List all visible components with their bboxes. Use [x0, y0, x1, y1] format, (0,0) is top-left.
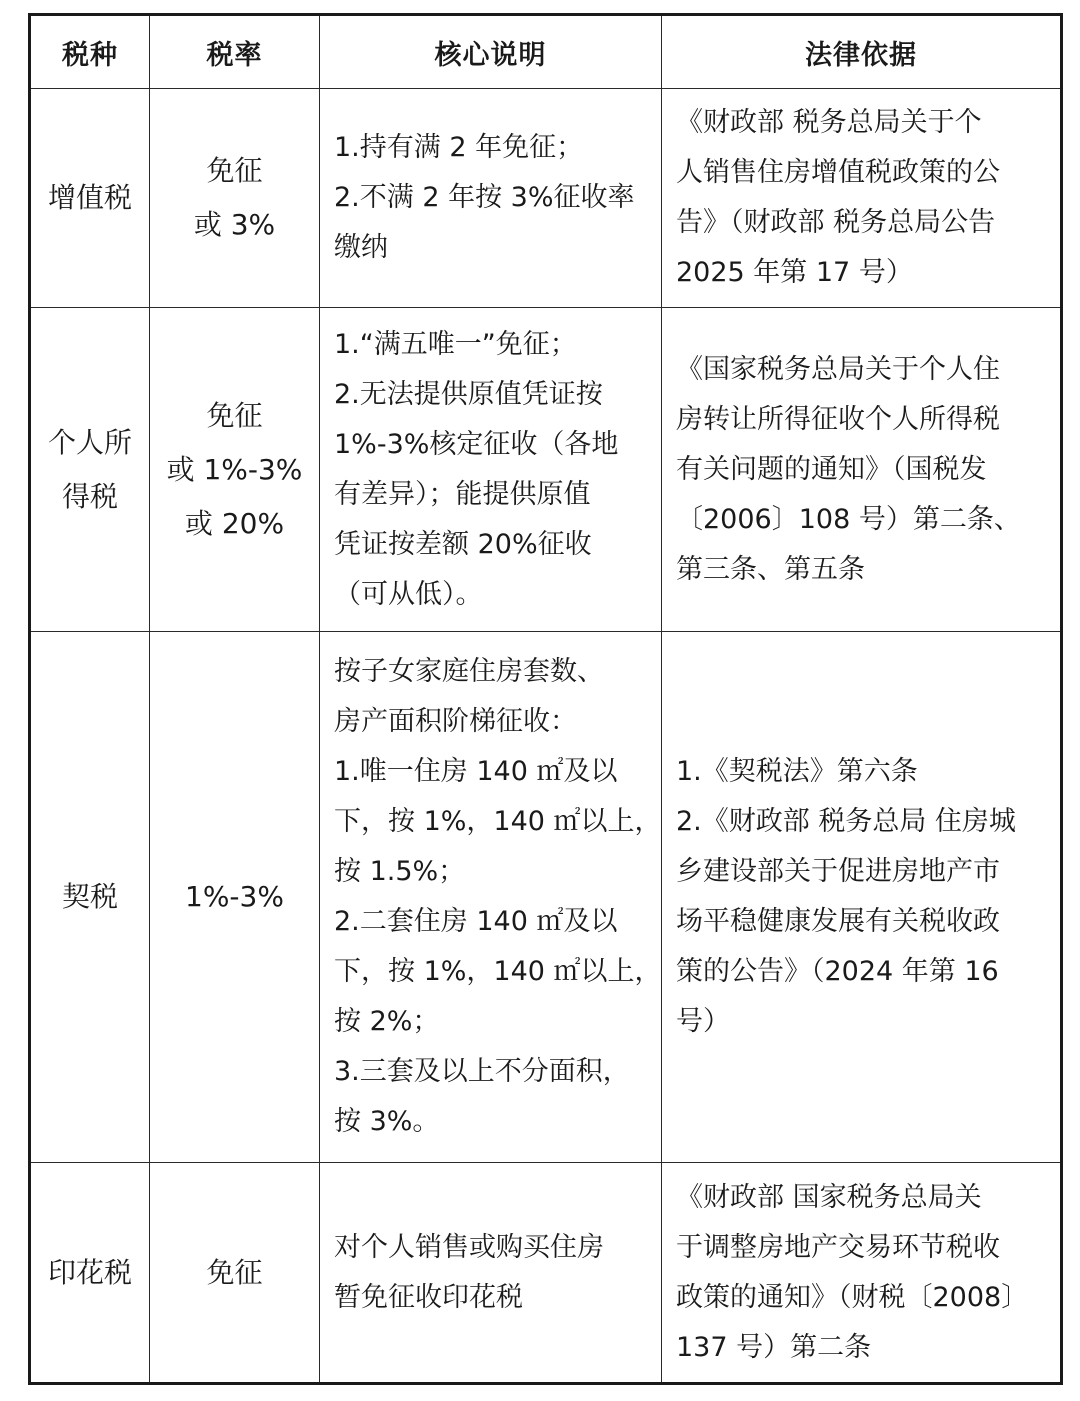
- description-line: 1.“满五唯一”免征；: [334, 328, 577, 360]
- header-description: 核心说明: [320, 15, 662, 89]
- rate-line: 免征: [206, 1255, 263, 1289]
- description-line: 按 1.5%；: [334, 856, 466, 887]
- legal-basis-line: 于调整房地产交易环节税收: [676, 1231, 1000, 1263]
- tax-policy-table: [28, 13, 1063, 1385]
- rate-line: 或 20%: [184, 506, 285, 540]
- tax-type-line: 契税: [61, 880, 118, 913]
- rate-cell: [150, 89, 320, 308]
- description-line: 1.唯一住房 140 ㎡及以: [334, 756, 618, 787]
- rate-line: 或 1%-3%: [166, 452, 303, 486]
- rate-line: 免征: [206, 154, 263, 187]
- legal-basis-line: 2.《财政部 税务总局 住房城: [676, 806, 1016, 837]
- description-line: 按 2%；: [334, 1006, 440, 1037]
- rate-line: 或 3%: [193, 208, 276, 241]
- legal-basis-cell: [662, 89, 1062, 308]
- table-row: [30, 1163, 1062, 1384]
- description-line: 有差异）；能提供原值: [334, 478, 591, 510]
- rate-line: 1%-3%: [185, 880, 284, 913]
- description-line: 3.三套及以上不分面积，: [334, 1056, 630, 1087]
- rate-line: 免征: [206, 398, 263, 432]
- tax-type-line: 得税: [61, 479, 118, 513]
- legal-basis-line: 《财政部 税务总局关于个: [676, 107, 982, 138]
- description-line: 2.无法提供原值凭证按: [334, 378, 603, 410]
- table-row: [30, 632, 1062, 1163]
- legal-basis-line: 乡建设部关于促进房地产市: [676, 856, 1000, 887]
- legal-basis-line: 2025 年第 17 号）: [676, 257, 913, 288]
- description-line: 2.二套住房 140 ㎡及以: [334, 906, 618, 937]
- legal-basis-line: 政策的通知》（财税〔2008〕: [676, 1281, 1029, 1313]
- description-cell: [320, 1163, 662, 1384]
- tax-type-line: 印花税: [47, 1255, 132, 1289]
- rate-cell: [150, 308, 320, 632]
- description-line: 按子女家庭住房套数、: [334, 656, 604, 687]
- legal-basis-line: 场平稳健康发展有关税收政: [676, 906, 1000, 937]
- legal-basis-cell: [662, 632, 1062, 1163]
- description-line: 暂免征收印花税: [334, 1281, 523, 1313]
- description-line: 对个人销售或购买住房: [334, 1231, 604, 1263]
- legal-basis-line: 第三条、第五条: [676, 553, 865, 585]
- description-line: 下，按 1%，140 ㎡以上，: [334, 956, 662, 987]
- legal-basis-line: 人销售住房增值税政策的公: [676, 157, 1000, 188]
- legal-basis-line: 〔2006〕108 号）第二条、: [676, 503, 1021, 535]
- legal-basis-line: 1.《契税法》第六条: [676, 756, 918, 787]
- rate-cell: [150, 1163, 320, 1384]
- legal-basis-line: 137 号）第二条: [676, 1331, 872, 1363]
- rate-cell: [150, 632, 320, 1163]
- legal-basis-line: 《国家税务总局关于个人住: [676, 353, 1000, 385]
- description-line: 下，按 1%，140 ㎡以上，: [334, 806, 662, 837]
- description-line: 按 3%。: [334, 1106, 440, 1137]
- legal-basis-line: 策的公告》（2024 年第 16: [676, 956, 999, 987]
- description-line: 房产面积阶梯征收：: [334, 706, 577, 737]
- legal-basis-cell: [662, 308, 1062, 632]
- table-row: [30, 89, 1062, 308]
- legal-basis-cell: [662, 1163, 1062, 1384]
- description-line: 2.不满 2 年按 3%征收率: [334, 182, 635, 213]
- description-cell: [320, 632, 662, 1163]
- legal-basis-line: 号）: [676, 1006, 730, 1037]
- legal-basis-line: 告》（财政部 税务总局公告: [676, 207, 996, 238]
- tax-type-cell: [30, 632, 150, 1163]
- description-cell: [320, 308, 662, 632]
- description-line: 凭证按差额 20%征收: [334, 528, 592, 560]
- legal-basis-line: 房转让所得征收个人所得税: [676, 403, 1000, 435]
- description-line: （可从低）。: [334, 578, 483, 610]
- tax-type-cell: [30, 308, 150, 632]
- description-line: 缴纳: [334, 232, 388, 263]
- tax-type-cell: [30, 89, 150, 308]
- legal-basis-line: 《财政部 国家税务总局关: [676, 1181, 982, 1213]
- header-legal-basis: 法律依据: [662, 15, 1062, 89]
- header-rate: 税率: [150, 15, 320, 89]
- tax-type-line: 增值税: [47, 181, 132, 214]
- description-cell: [320, 89, 662, 308]
- table-header-row: [30, 15, 1062, 89]
- legal-basis-line: 有关问题的通知》（国税发: [676, 453, 987, 485]
- description-line: 1%-3%核定征收（各地: [334, 428, 619, 460]
- header-tax-type: 税种: [30, 15, 150, 89]
- tax-type-cell: [30, 1163, 150, 1384]
- description-line: 1.持有满 2 年免征；: [334, 132, 584, 163]
- table-row: [30, 308, 1062, 632]
- tax-type-line: 个人所: [47, 425, 132, 459]
